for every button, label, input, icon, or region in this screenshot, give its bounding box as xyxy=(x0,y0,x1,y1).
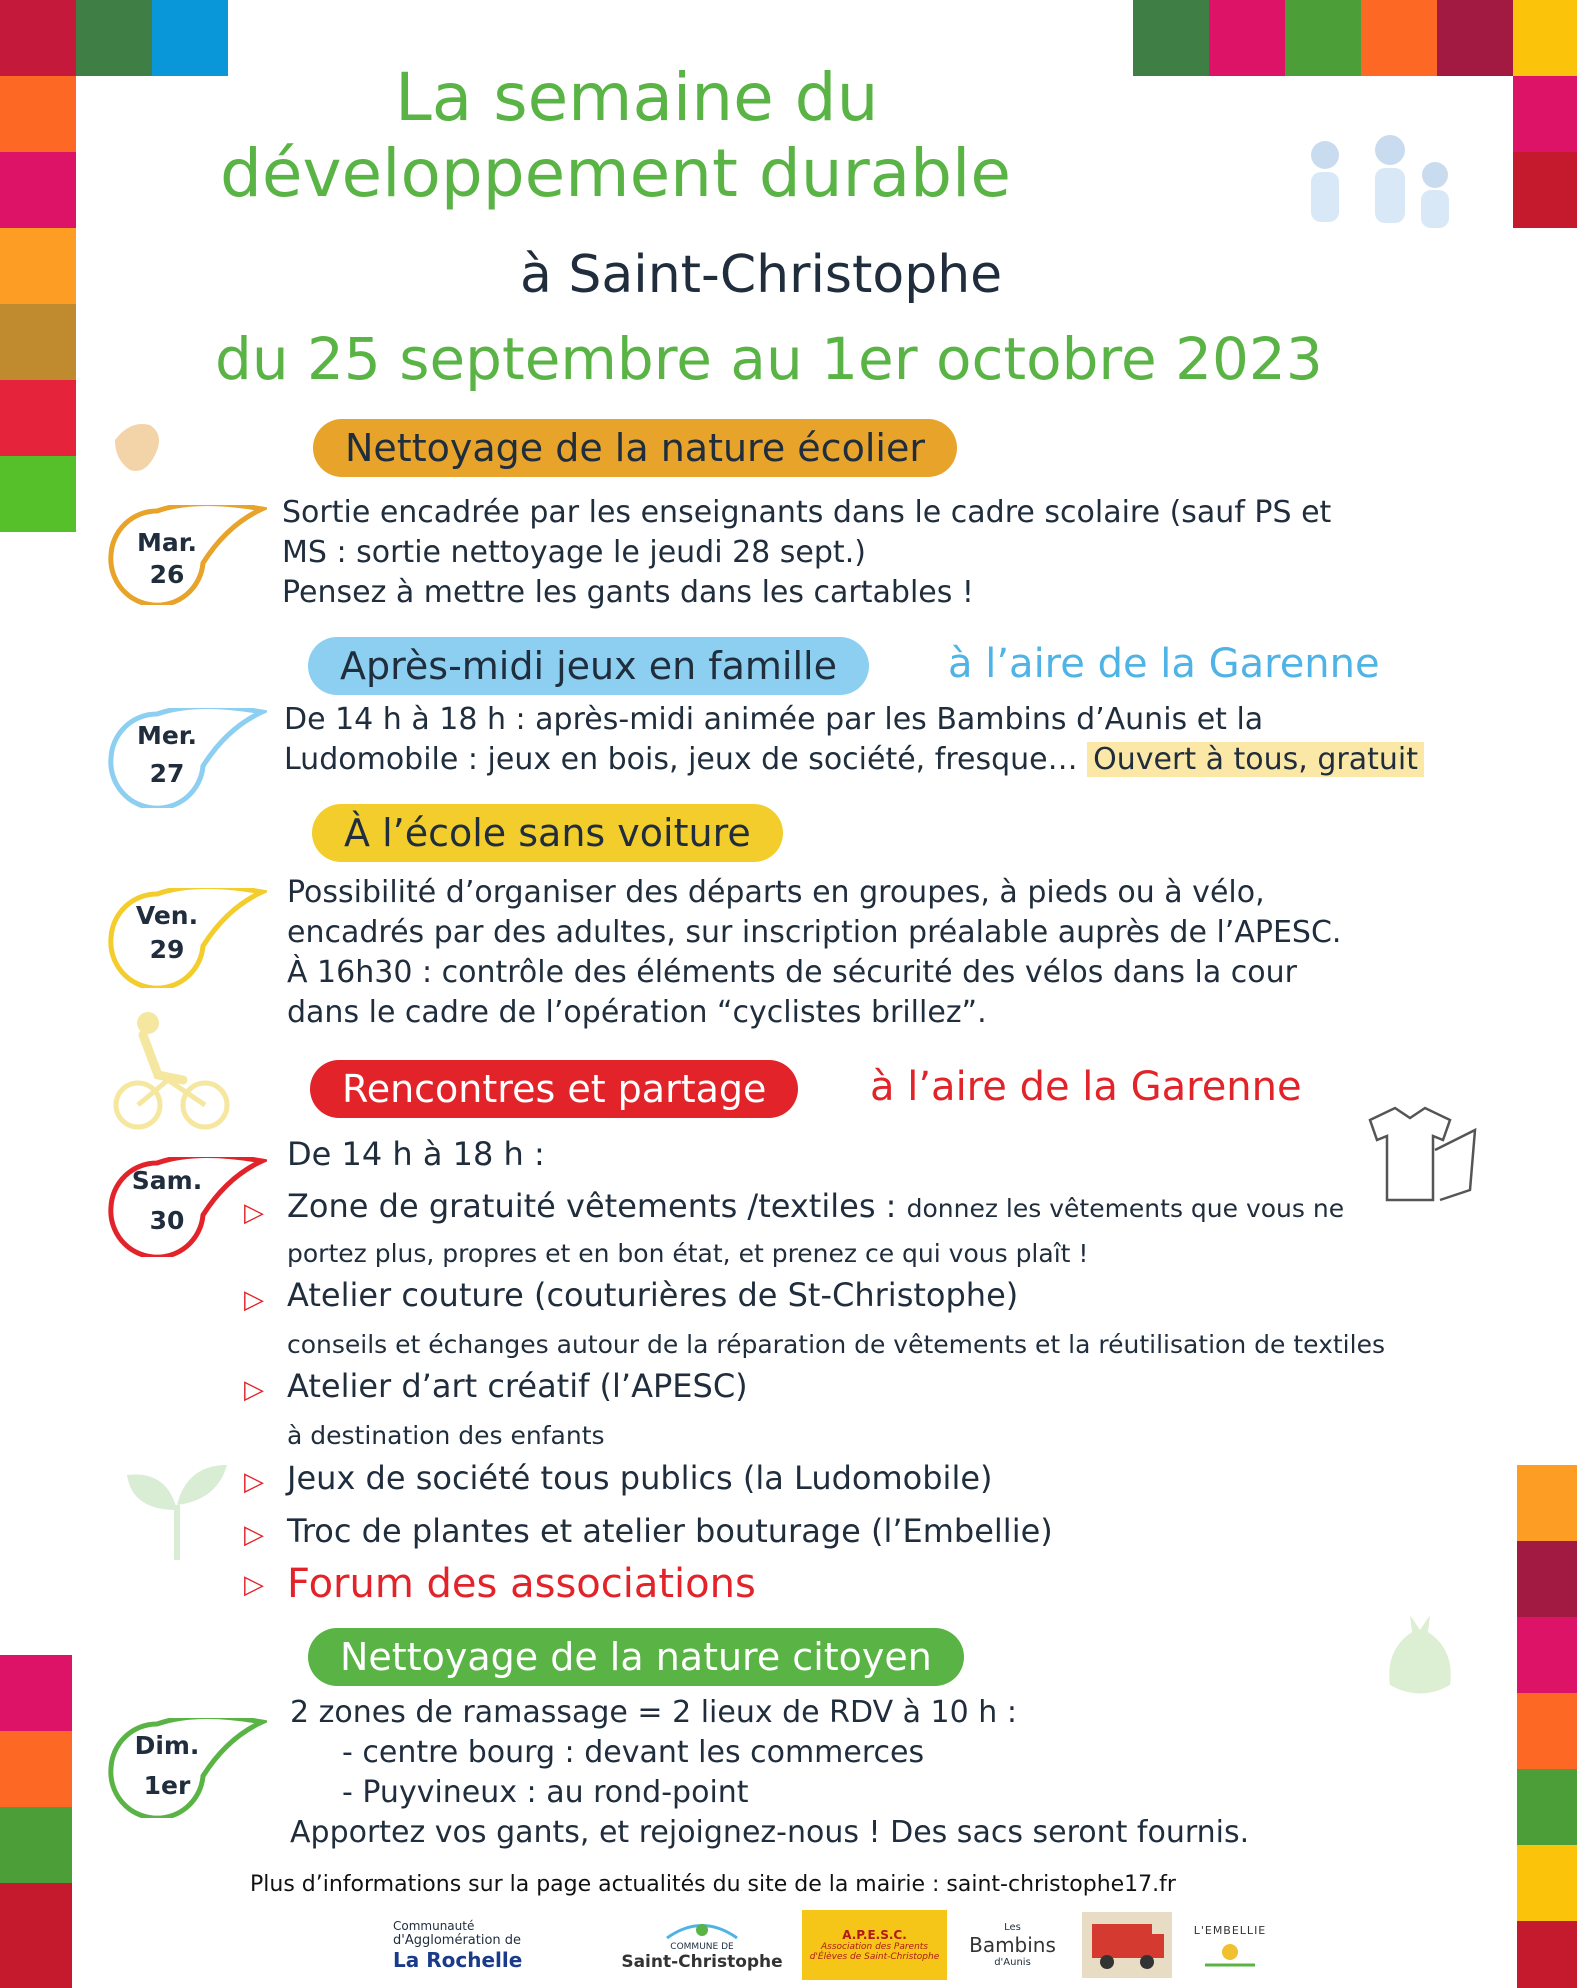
day-number: 29 xyxy=(149,935,185,964)
event-title-mar: Nettoyage de la nature écolier xyxy=(313,419,957,477)
tile xyxy=(1517,1617,1577,1693)
tile xyxy=(1517,1693,1577,1769)
town-emblem-icon xyxy=(662,1918,742,1942)
activity-label: Atelier d’art créatif (l’APESC) xyxy=(287,1367,748,1405)
tile xyxy=(76,0,152,76)
logo-text: d'Aunis xyxy=(994,1957,1031,1968)
day-number: 1er xyxy=(143,1771,191,1800)
tile xyxy=(0,152,76,228)
logo-text: Les xyxy=(1004,1922,1021,1933)
activity-label: Jeux de société tous publics (la Ludomobile) xyxy=(287,1459,993,1497)
activity-detail: portez plus, propres et en bon état, et prenez ce qui vous plaît ! xyxy=(287,1239,1089,1268)
logo-text: COMMUNE DE xyxy=(670,1942,734,1952)
day-number: 30 xyxy=(149,1206,185,1235)
event-title-ven: À l’école sans voiture xyxy=(312,804,783,862)
day-number: 27 xyxy=(149,759,185,788)
title-line-1: La semaine du xyxy=(395,59,879,136)
tile xyxy=(0,1731,72,1807)
day-badge-dim xyxy=(107,1718,239,1818)
tile xyxy=(0,1807,72,1883)
tile xyxy=(0,0,76,76)
saint-christophe-logo xyxy=(612,1910,792,1980)
flower-icon xyxy=(1200,1937,1260,1967)
desc-line: encadrés par des adultes, sur inscription préalable auprès de l’APESC. xyxy=(287,915,1342,950)
activity-detail: à destination des enfants xyxy=(287,1421,605,1450)
day-number: 26 xyxy=(149,560,185,589)
event-hours-sam: De 14 h à 18 h : xyxy=(287,1135,545,1173)
tile xyxy=(1513,0,1577,76)
tile xyxy=(0,380,76,456)
tile xyxy=(1513,152,1577,228)
triangle-arrow-icon: ▷ xyxy=(244,1570,264,1600)
tile xyxy=(0,228,76,304)
desc-line: - Puyvineux : au rond-point xyxy=(342,1775,749,1810)
day-badge-mar xyxy=(107,505,239,605)
sprout-icon xyxy=(122,1460,232,1560)
triangle-arrow-icon: ▷ xyxy=(244,1520,264,1550)
desc-line: À 16h30 : contrôle des éléments de sécurité des vélos dans la cour xyxy=(287,955,1297,990)
title-line-2: développement durable xyxy=(220,135,1012,212)
agglo-la-rochelle-logo xyxy=(393,1910,603,1980)
ludomobile-logo xyxy=(1078,1910,1176,1980)
desc-line: Sortie encadrée par les enseignants dans le cadre scolaire (sauf PS et xyxy=(282,495,1332,530)
event-desc-ven xyxy=(287,873,1341,1033)
trash-bag-icon xyxy=(1380,1610,1460,1700)
event-title-sam: Rencontres et partage xyxy=(310,1060,798,1118)
tile xyxy=(1517,1465,1577,1541)
day-label: Dim. xyxy=(134,1731,200,1760)
tile xyxy=(1517,1921,1577,1988)
logo-text: Saint-Christophe xyxy=(621,1952,783,1972)
apesc-logo xyxy=(802,1910,947,1980)
event-location-sam: à l’aire de la Garenne xyxy=(870,1064,1302,1110)
title-dates: du 25 septembre au 1er octobre 2023 xyxy=(215,325,1323,393)
cyclist-icon xyxy=(113,1005,233,1135)
day-label: Mar. xyxy=(136,528,197,557)
clothes-icon xyxy=(1355,1100,1480,1210)
triangle-arrow-icon: ▷ xyxy=(244,1375,264,1405)
activity-detail: conseils et échanges autour de la réparation de vêtements et la réutilisation de textiles xyxy=(287,1330,1385,1359)
logo-text: Association des Parents xyxy=(820,1942,928,1952)
event-title-dim: Nettoyage de la nature citoyen xyxy=(308,1628,964,1686)
desc-line: Pensez à mettre les gants dans les cartables ! xyxy=(282,575,974,610)
footer-info: Plus d’informations sur la page actualités du site de la mairie : saint-christophe17.fr xyxy=(250,1872,1176,1897)
day-badge-ven xyxy=(107,888,239,988)
event-desc-mar xyxy=(282,493,1331,613)
activity-label-highlight: Forum des associations xyxy=(287,1561,756,1607)
desc-line: dans le cadre de l’opération “cyclistes brillez”. xyxy=(287,995,987,1030)
logo-text: L'EMBELLIE xyxy=(1193,1923,1267,1937)
free-entry-highlight: Ouvert à tous, gratuit xyxy=(1087,742,1424,777)
tile xyxy=(1513,76,1577,152)
triangle-arrow-icon: ▷ xyxy=(244,1198,264,1228)
tile xyxy=(1517,1541,1577,1617)
day-label: Mer. xyxy=(136,721,198,750)
tile xyxy=(0,1655,72,1731)
triangle-arrow-icon: ▷ xyxy=(244,1285,264,1315)
day-badge-sam xyxy=(107,1157,239,1257)
desc-line: MS : sortie nettoyage le jeudi 28 sept.) xyxy=(282,535,866,570)
tile xyxy=(1517,1769,1577,1845)
event-desc-mer xyxy=(284,700,1424,780)
logo-text: La Rochelle xyxy=(393,1947,523,1972)
tile xyxy=(1285,0,1361,76)
logo-text: d'Agglomération de xyxy=(393,1932,522,1948)
event-desc-dim xyxy=(290,1693,1249,1853)
desc-line: De 14 h à 18 h : après-midi animée par les Bambins d’Aunis et la xyxy=(284,702,1264,737)
tile xyxy=(0,456,76,532)
tile xyxy=(1517,1845,1577,1921)
triangle-arrow-icon: ▷ xyxy=(244,1467,264,1497)
poster-title xyxy=(220,60,1220,212)
tile xyxy=(0,76,76,152)
activity-item xyxy=(287,1186,1344,1229)
activity-detail: donnez les vêtements que vous ne xyxy=(906,1194,1345,1223)
day-label: Ven. xyxy=(135,901,199,930)
day-badge-mer xyxy=(107,708,239,808)
tile xyxy=(1437,0,1513,76)
tile xyxy=(1361,0,1437,76)
desc-line: Possibilité d’organiser des départs en groupes, à pieds ou à vélo, xyxy=(287,875,1265,910)
logo-text: Communauté xyxy=(393,1918,475,1933)
desc-line: 2 zones de ramassage = 2 lieux de RDV à 10 h : xyxy=(290,1695,1017,1730)
logo-text: d'Élèves de Saint-Christophe xyxy=(809,1952,940,1962)
desc-line: Apportez vos gants, et rejoignez-nous ! Des sacs seront fournis. xyxy=(290,1815,1250,1850)
event-title-mer: Après-midi jeux en famille xyxy=(308,637,869,695)
activity-label: Atelier couture (couturières de St-Christophe) xyxy=(287,1276,1019,1314)
logo-text: Bambins xyxy=(969,1933,1056,1957)
tile xyxy=(152,0,228,76)
tile xyxy=(1209,0,1285,76)
activity-label: Zone de gratuité vêtements /textiles : xyxy=(287,1187,897,1225)
desc-line xyxy=(284,740,1424,780)
event-location-mer: à l’aire de la Garenne xyxy=(948,641,1380,687)
ludomobile-van-icon xyxy=(1082,1912,1172,1978)
logo-text: A.P.E.S.C. xyxy=(842,1928,907,1942)
activity-label: Troc de plantes et atelier bouturage (l’Embellie) xyxy=(287,1512,1053,1550)
desc-line-text: Ludomobile : jeux en bois, jeux de société, fresque… xyxy=(284,742,1078,777)
day-label: Sam. xyxy=(131,1166,203,1195)
tile xyxy=(0,1883,72,1988)
title-location: à Saint-Christophe xyxy=(520,245,1003,305)
gloves-icon xyxy=(110,415,165,480)
bambins-aunis-logo xyxy=(960,1910,1065,1980)
desc-line: - centre bourg : devant les commerces xyxy=(342,1735,925,1770)
children-illustration-icon xyxy=(1295,130,1455,235)
tile xyxy=(0,304,76,380)
embellie-logo xyxy=(1185,1910,1275,1980)
